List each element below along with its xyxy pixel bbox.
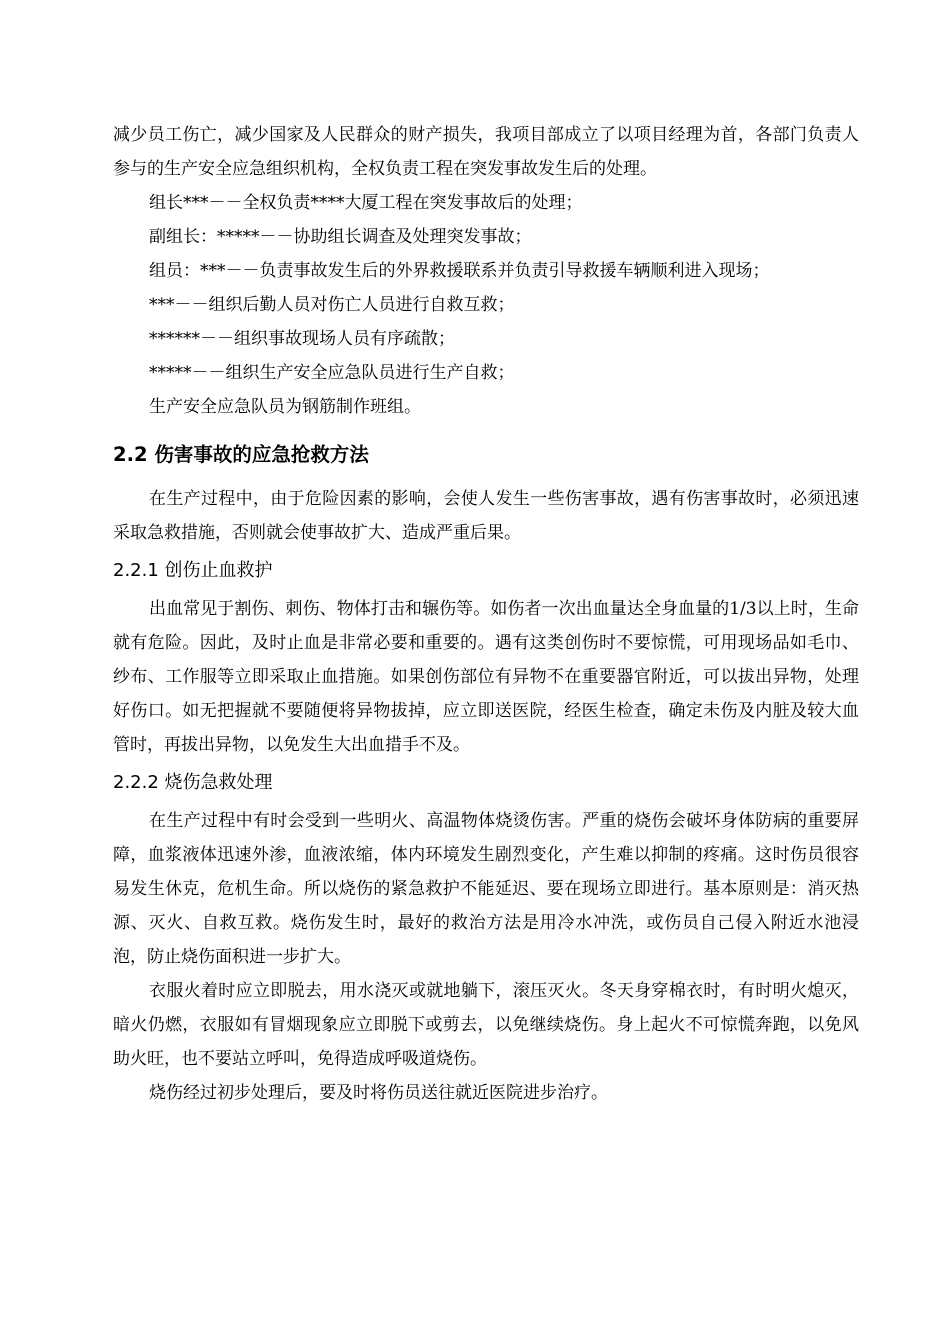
section-2-2-2-paragraph-2: 衣服火着时应立即脱去，用水浇灭或就地躺下，滚压灭火。冬天身穿棉衣时，有时明火熄灭，暗火仍燃，衣服如有冒烟现象应立即脱下或剪去，以免继续烧伤。身上起火不可惊慌奔跑，以免风助火旺，也不要站立呼叫，免得造成呼吸道烧伤。 xyxy=(113,981,859,1069)
section-heading-2-2: 2.2 伤害事故的应急抢救方法 xyxy=(113,443,369,466)
role-deputy-leader: 副组长：*****－－协助组长调查及处理突发事故； xyxy=(149,227,532,247)
role-leader: 组长***－－全权负责****大厦工程在突发事故后的处理； xyxy=(149,193,583,213)
role-evacuation: ******－－组织事故现场人员有序疏散； xyxy=(149,329,455,349)
section-2-2-2-paragraph-3: 烧伤经过初步处理后，要及时将伤员送往就近医院进步治疗。 xyxy=(149,1083,608,1103)
section-heading-2-2-1: 2.2.1 创伤止血救护 xyxy=(113,560,273,581)
section-2-2-2-paragraph-1: 在生产过程中有时会受到一些明火、高温物体烧烫伤害。严重的烧伤会破坏身体防病的重要屏障，血浆液体迅速外渗，血液浓缩，体内环境发生剧烈变化，产生难以抑制的疼痛。这时伤员很容易发生休克，危机生命。所以烧伤的紧急救护不能延迟、要在现场立即进行。基本原则是：消灭热源、灭火、自救互救。烧伤发生时，最好的救治方法是用冷水冲洗，或伤员自己侵入附近水池浸泡，防止烧伤面积进一步扩大。 xyxy=(113,811,859,967)
role-self-rescue: *****－－组织生产安全应急队员进行生产自救； xyxy=(149,363,515,383)
role-member: 组员：***－－负责事故发生后的外界救援联系并负责引导救援车辆顺利进入现场； xyxy=(149,261,770,281)
section-2-2-paragraph: 在生产过程中，由于危险因素的影响，会使人发生一些伤害事故，遇有伤害事故时，必须迅速采取急救措施，否则就会使事故扩大、造成严重后果。 xyxy=(113,489,859,543)
intro-paragraph: 减少员工伤亡，减少国家及人民群众的财产损失，我项目部成立了以项目经理为首，各部门负责人参与的生产安全应急组织机构，全权负责工程在突发事故发生后的处理。 xyxy=(113,125,859,179)
page-content xyxy=(113,118,859,1110)
role-emergency-team: 生产安全应急队员为钢筋制作班组。 xyxy=(149,397,421,417)
section-2-2-1-paragraph: 出血常见于割伤、刺伤、物体打击和辗伤等。如伤者一次出血量达全身血量的1/3以上时，生命就有危险。因此，及时止血是非常必要和重要的。遇有这类创伤时不要惊慌，可用现场品如毛巾、纱布、工作服等立即采取止血措施。如果创伤部位有异物不在重要器官附近，可以拔出异物，处理好伤口。如无把握就不要随便将异物拔掉，应立即送医院，经医生检查，确定未伤及内脏及较大血管时，再拔出异物，以免发生大出血措手不及。 xyxy=(113,599,859,755)
section-heading-2-2-2: 2.2.2 烧伤急救处理 xyxy=(113,772,273,793)
role-logistics: ***－－组织后勤人员对伤亡人员进行自救互救； xyxy=(149,295,515,315)
